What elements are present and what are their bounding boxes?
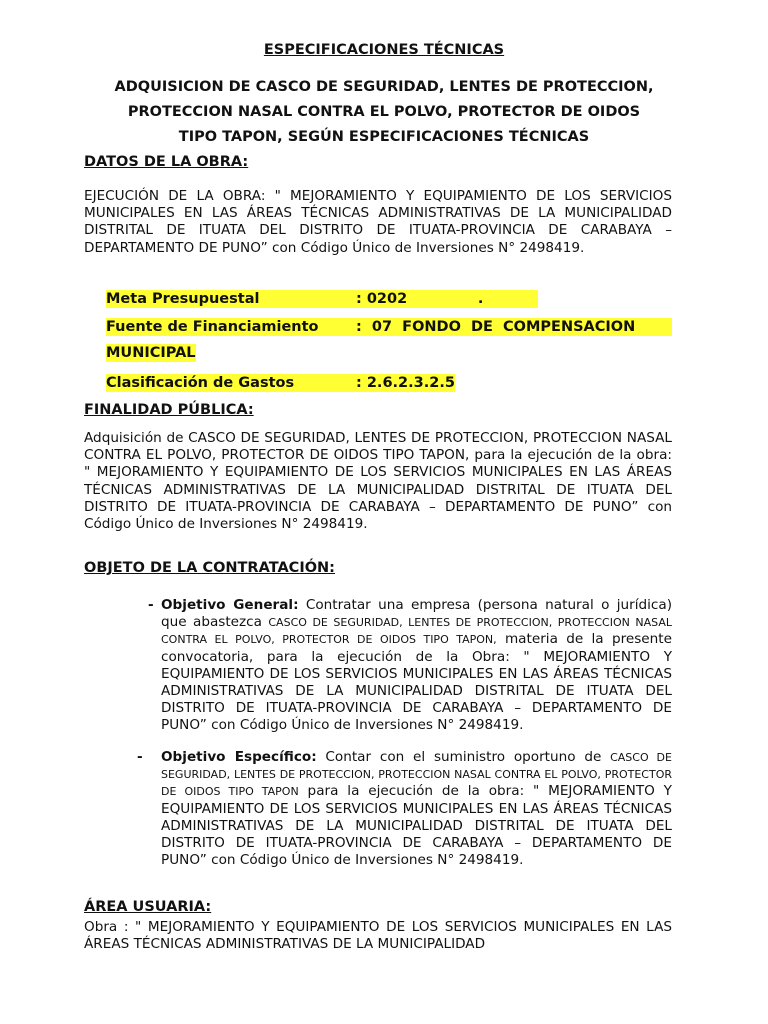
objetivo-general-label: Objetivo General: <box>161 597 299 613</box>
meta-presupuestal-label: Meta Presupuestal <box>106 291 260 307</box>
objetivo-general-bullet: - <box>148 597 154 613</box>
objetivo-especifico-label: Objetivo Específico: <box>161 749 317 765</box>
objetivo-especifico <box>161 749 672 869</box>
objetivo-general-text-a: Contratar una empresa (persona natural o jurídica) que abastezca <box>161 597 672 631</box>
area-usuaria-heading: ÁREA USUARIA: <box>84 899 212 915</box>
objetivo-general <box>161 597 672 735</box>
fuente-financiamiento-row <box>106 318 672 336</box>
clasificacion-gastos-value: : 2.6.2.3.2.5 <box>356 375 455 391</box>
objetivo-especifico-text-a: Contar con el suministro oportuno de <box>316 749 611 765</box>
meta-presupuestal-row <box>106 290 538 308</box>
datos-obra-text: EJECUCIÓN DE LA OBRA: " MEJORAMIENTO Y EQUIPAMIENTO DE LOS SERVICIOS MUNICIPALES EN LAS ÁREAS TÉCNICAS ADMINISTRATIVAS DE LA MUNICIPALIDAD DISTRITAL DE ITUATA DEL DISTRITO DE ITUATA-PROVINCIA DE CARABAYA – DEPARTAMENTO DE PUNO” con Código Único de Inversiones N° 2498419. <box>84 188 672 256</box>
objetivo-general-items: CASCO DE SEGURIDAD, LENTES DE PROTECCION, PROTECCION NASAL CONTRA EL POLVO, PROTECTOR DE OIDOS TIPO TAPON, <box>161 616 673 647</box>
clasificacion-gastos-label: Clasificación de Gastos <box>106 375 295 391</box>
meta-presupuestal-value: : 0202 . <box>356 291 484 307</box>
finalidad-text: Adquisición de CASCO DE SEGURIDAD, LENTES DE PROTECCION, PROTECCION NASAL CONTRA EL POLVO, PROTECTOR DE OIDOS TIPO TAPON, para la ejecución de la obra: " MEJORAMIENTO Y EQUIPAMIENTO DE LOS SERVICIOS MUNICIPALES EN LAS ÁREAS TÉCNICAS ADMINISTRATIVAS DE LA MUNICIPALIDAD DISTRITAL DE ITUATA DEL DISTRITO DE ITUATA-PROVINCIA DE CARABAYA – DEPARTAMENTO DE PUNO” con Código Único de Inversiones N° 2498419. <box>84 430 672 533</box>
title-line-1: ADQUISICION DE CASCO DE SEGURIDAD, LENTES DE PROTECCION, <box>114 79 654 95</box>
datos-obra-heading: DATOS DE LA OBRA: <box>84 154 249 170</box>
title-line-2: PROTECCION NASAL CONTRA EL POLVO, PROTECTOR DE OIDOS <box>127 104 641 120</box>
objetivo-especifico-text-b: para la ejecución de la obra: " MEJORAMIENTO Y EQUIPAMIENTO DE LOS SERVICIOS MUNICIPALES EN LAS ÁREAS TÉCNICAS ADMINISTRATIVAS DE LA MUNICIPALIDAD DISTRITAL DE ITUATA DEL DISTRITO DE ITUATA-PROVINCIA DE CARABAYA – DEPARTAMENTO DE PUNO” con Código Único de Inversiones N° 2498419. <box>161 783 672 869</box>
objetivo-general-text-b: materia de la presente convocatoria, para la ejecución de la Obra: " MEJORAMIENTO Y EQUIPAMIENTO DE LOS SERVICIOS MUNICIPALES EN LAS ÁREAS TÉCNICAS ADMINISTRATIVAS DE LA MUNICIPALIDAD DISTRITAL DE ITUATA DEL DISTRITO DE ITUATA-PROVINCIA DE CARABAYA – DEPARTAMENTO DE PUNO” con Código Único de Inversiones N° 2498419. <box>161 631 672 734</box>
clasificacion-gastos-row <box>106 374 455 392</box>
title-line-3: TIPO TAPON, SEGÚN ESPECIFICACIONES TÉCNICAS <box>178 129 590 145</box>
fuente-financiamiento-value: : 07 FONDO DE COMPENSACION <box>356 319 636 335</box>
objetivo-especifico-items: CASCO DE SEGURIDAD, LENTES DE PROTECCION, PROTECCION NASAL CONTRA EL POLVO, PROTECTOR DE OIDOS TIPO TAPON <box>161 751 672 799</box>
objetivo-especifico-bullet: - <box>137 749 143 765</box>
fuente-financiamiento-continued: MUNICIPAL <box>106 345 196 361</box>
area-usuaria-text: Obra : " MEJORAMIENTO Y EQUIPAMIENTO DE LOS SERVICIOS MUNICIPALES EN LAS ÁREAS TÉCNICAS ADMINISTRATIVAS DE LA MUNICIPALIDAD <box>84 919 672 953</box>
finalidad-heading: FINALIDAD PÚBLICA: <box>84 402 254 418</box>
objeto-heading: OBJETO DE LA CONTRATACIÓN: <box>84 560 335 576</box>
document-heading: ESPECIFICACIONES TÉCNICAS <box>263 42 505 58</box>
fuente-financiamiento-label: Fuente de Financiamiento <box>106 319 319 335</box>
